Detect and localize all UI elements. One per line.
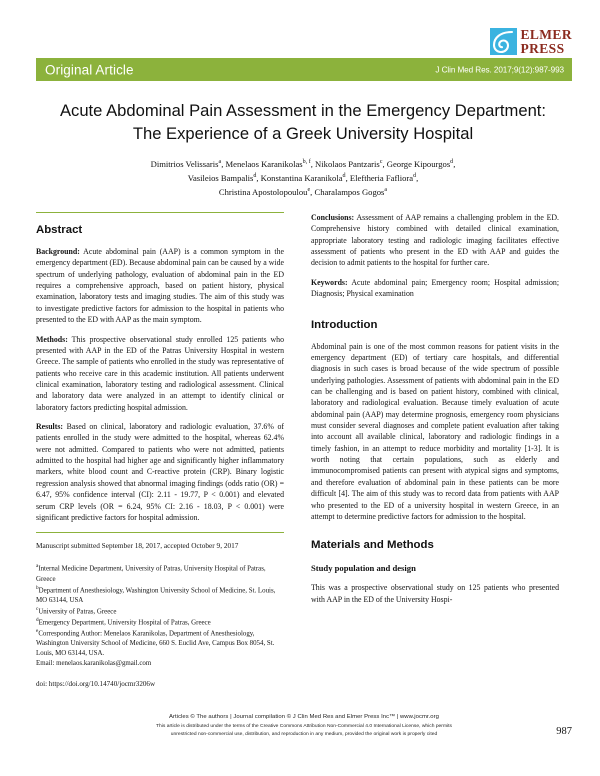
abstract-bottom-rule: [36, 532, 284, 533]
affiliation-d: $^d$Emergency Department, University Hospital of Patras, Greece: [36, 616, 211, 627]
page-number: 987: [556, 726, 572, 737]
affiliation-a: $^a$Internal Medicine Department, University of Patras, University Hospital of Patras, Greece: [36, 563, 266, 583]
abstract-top-rule: [36, 212, 284, 213]
introduction-heading: Introduction: [311, 318, 378, 331]
corresponding-author: $^e$Corresponding Author: Menelaos Karanikolas, Department of Anesthesiology, Washington University School of Medicine, 660 S. Euclid Ave, Campus Box 8054, St. Louis, MO 63144, USA.: [36, 627, 275, 657]
footer-license-line-1: This article is distributed under the terms of the Creative Commons Attribution Non-Commercial 4.0 International License, which permits: [156, 724, 452, 729]
right-column: [311, 212, 559, 605]
footer-license-line-2: unrestricted non-commercial use, distribution, and reproduction in any medium, provided the original work is properly cited: [170, 731, 438, 737]
affiliation-b: $^b$Department of Anesthesiology, Washington University School of Medicine, St. Louis, MO 63144, USA: [36, 584, 276, 604]
journal-citation: J Clin Med Res. 2017;9(12):987-993: [435, 65, 564, 74]
logo-line-press: PRESS: [520, 40, 565, 56]
affiliations: [36, 563, 284, 668]
abstract-methods: Methods: This prospective observational study enrolled 125 patients who presented with AAP in the ED of the Patras University Hospital in western Greece. The sample of patients who enrolled in the study was representative of patients who receive care in this academic institution. All patients underwent clinical examination, laboratory testing and radiological assessment. Clinical and laboratory data were analyzed in an attempt to identify clinical or laboratory factors predicting hospital admission.: [36, 334, 284, 412]
doi-link[interactable]: doi: https://doi.org/10.14740/jocmr3206w: [36, 679, 156, 688]
article-type-bar: [36, 58, 572, 81]
introduction-paragraph: Abdominal pain is one of the most common reasons for patient visits in the emergency department (ED) of tertiary care hospitals, and differential diagnosis in such cases is broad because of the wide spectrum of possible underlying pathologies. Assessment of patients with abdominal pain in the ED can be challenging and is based on patient history, combined with clinical, laboratory and radiological evaluation. Because timely evaluation of acute abdominal pain (AAP) may determine prognosis, emergency room physicians must consider several diagnoses and complete patient evaluation after taking into account all available clinical, laboratory and radiologic findings in a timely fashion, in an attempt to reduce morbidity and mortality [1-3]. It is worth noting that certain populations, such as elderly and immunocompromised patients can present with atypical signs and symptoms, and therefore evaluation of abdominal pain in these patients can be more difficult [4]. The aim of this study was to record data from patients with AAP who presented to the ED of a university hospital in western Greece, in an attempt to determine predictive factors for admission to the hospital.: [311, 341, 559, 521]
study-population-subheading: Study population and design: [311, 563, 416, 574]
abstract-results: Results: Based on clinical, laboratory and radiologic evaluation, 37.6% of patients enrolled in the study were admitted to the hospital, whereas 62.4% were not admitted. Compared to patients who were not admitted, patients admitted to the hospital had higher age and significantly higher inflammatory markers, white blood count and C-reactive protein (CRP). Binary logistic regression analysis showed that abnormal imaging findings (odds ratio (OR) = 6.47, 95% confidence interval (CI): 2.11 - 19.77, P < 0.001) and elevated serum CRP levels (OR = 6.24, 95% CI: 2.16 - 18.03, P < 0.001) were significant predictive factors for hospital admission.: [36, 422, 284, 522]
affiliation-c: $^c$University of Patras, Greece: [36, 605, 117, 615]
author-list: [52, 158, 554, 200]
abstract-conclusions: Conclusions: Assessment of AAP remains a challenging problem in the ED. Comprehensive history combined with detailed clinical examination, appropriate laboratory testing and radiologic imaging facilitates effective assessment of patients who present in the ED with AAP and guides the decision to admit patients to the hospital for further care.: [311, 213, 559, 268]
footer-copyright: Articles © The authors | Journal compilation © J Clin Med Res and Elmer Press Inc™ | www.jocmr.org: [169, 714, 439, 720]
materials-paragraph: This was a prospective observational study on 125 patients who presented with AAP in the ED of the University Hospi-: [311, 583, 559, 604]
elmer-press-wave-icon: [490, 28, 517, 55]
masthead: [0, 0, 600, 88]
author-line-1: Dimitrios Velissaris$^a$, Menelaos Karanikolas$^{b, f}$, Nikolaos Pantzaris$^c$, George Kipourgos$^d$,: [150, 159, 456, 169]
footer-text-block: [36, 714, 572, 738]
elmer-press-logo: [490, 28, 572, 56]
abstract-heading: Abstract: [36, 224, 83, 236]
manuscript-dates: Manuscript submitted September 18, 2017, accepted October 9, 2017: [36, 541, 239, 551]
elmer-press-wordmark: [520, 28, 572, 56]
article-type-label: Original Article: [45, 62, 134, 77]
left-column: [36, 212, 284, 688]
author-line-3: Christina Apostolopoulou$^e$, Charalampos Gogos$^a$: [218, 186, 388, 197]
corresponding-author-email[interactable]: Email: menelaos.karanikolas@gmail.com: [36, 659, 152, 667]
abstract-background: Background: Acute abdominal pain (AAP) is a common symptom in the emergency department (ED). Because abdominal pain can be caused by a wide spectrum of underlying pathology, evaluation of abdominal pain in the ED requires a comprehensive approach, based on patient history, physical examination, laboratory tests and imaging studies. The aim of this study was to investigate predictive factors for admission to the hospital in patients who presented to the ED with AAP as the main symptom.: [36, 247, 284, 325]
logo-line-elmer: ELMER: [520, 27, 572, 42]
abstract-keywords: Keywords: Acute abdominal pain; Emergency room; Hospital admission; Diagnosis; Physical examination: [311, 277, 559, 299]
article-title: Acute Abdominal Pain Assessment in the Emergency Department: The Experience of a Greek University Hospital: [59, 101, 547, 143]
author-line-2: Vasileios Bampalis$^d$, Konstantina Karanikola$^d$, Eleftheria Fafliora$^d$,: [187, 172, 419, 183]
materials-and-methods-heading: Materials and Methods: [311, 539, 434, 552]
page-footer: [36, 714, 572, 754]
